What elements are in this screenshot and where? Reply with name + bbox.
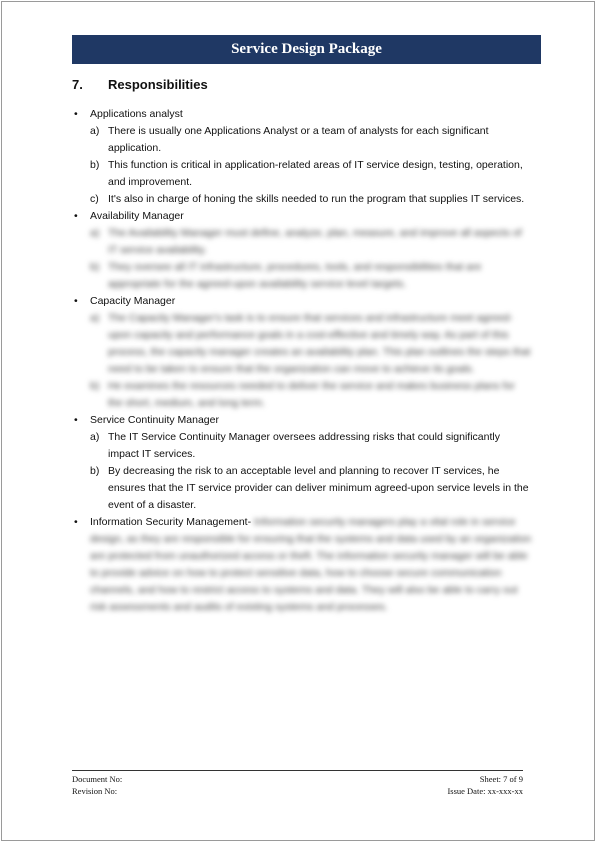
- sub-item-blurred: [72, 225, 532, 259]
- document-title: Service Design Package: [231, 41, 382, 57]
- sub-text: It's also in charge of honing the skills needed to run the program that supplies IT services.: [108, 193, 525, 205]
- sub-marker: a): [90, 227, 100, 239]
- sub-marker: a): [90, 125, 100, 137]
- document-no-label: Document No:: [72, 774, 123, 784]
- header-bar: [72, 35, 541, 64]
- sub-text: There is usually one Applications Analyst or a team of analysts for each significant application.: [108, 125, 489, 154]
- item-title: Applications analyst: [90, 108, 183, 120]
- bullet-icon: •: [74, 516, 78, 528]
- section-heading: [72, 77, 208, 92]
- item-title: Availability Manager: [90, 210, 184, 222]
- bullet-icon: •: [74, 108, 78, 120]
- list-item: [72, 293, 532, 310]
- sub-marker: b): [90, 159, 100, 171]
- item-title: Information Security Management-: [90, 516, 252, 528]
- sub-marker: a): [90, 312, 100, 324]
- sub-marker: b): [90, 465, 100, 477]
- list-item: [72, 412, 532, 429]
- sub-marker: b): [90, 380, 100, 392]
- list-item: [72, 106, 532, 123]
- item-title: Capacity Manager: [90, 295, 176, 307]
- sub-text: The Availability Manager must define, analyze, plan, measure, and improve all aspects of IT service availability.: [108, 227, 522, 256]
- sub-item: [72, 157, 532, 191]
- revision-no-label: Revision No:: [72, 786, 118, 796]
- list-item: [72, 208, 532, 225]
- bullet-icon: •: [74, 414, 78, 426]
- sub-item: [72, 463, 532, 514]
- sub-text: This function is critical in application-related areas of IT service design, testing, operation, and improvement.: [108, 159, 523, 188]
- sub-text: By decreasing the risk to an acceptable level and planning to recover IT services, he ensures that the IT service provider can deliver minimum agreed-upon service levels in the event of a disaster.: [108, 465, 529, 511]
- item-title: Service Continuity Manager: [90, 414, 219, 426]
- footer-divider: [72, 770, 523, 771]
- list-item: [72, 514, 532, 616]
- bullet-icon: •: [74, 210, 78, 222]
- section-number: 7.: [72, 77, 83, 92]
- sub-marker: a): [90, 431, 100, 443]
- sub-item: [72, 191, 532, 208]
- sub-text: He examines the resources needed to deliver the service and makes business plans for the short, medium, and long term.: [108, 380, 515, 409]
- sub-item-blurred: [72, 259, 532, 293]
- sub-marker: b): [90, 261, 100, 273]
- issue-date-label: Issue Date: xx-xxx-xx: [447, 786, 523, 796]
- sub-text: The IT Service Continuity Manager oversees addressing risks that could significantly impact IT services.: [108, 431, 500, 460]
- section-title: Responsibilities: [108, 77, 208, 92]
- sub-item: [72, 123, 532, 157]
- bullet-icon: •: [74, 295, 78, 307]
- item-text-blurred: Information security managers play a vital role in service design, as they are responsible for ensuring that the systems and data used by an organization are protected from unauthorized access or theft. The information security manager will be able to provide advice on how to protect sensitive data, how to choose secure communication channels, and how to restrict access to systems and data. They will also be able to carry out risk assessments and audits of existing systems and processes.: [90, 516, 532, 613]
- sub-item: [72, 429, 532, 463]
- responsibilities-list: [72, 106, 532, 616]
- sub-text: The Capacity Manager's task is to ensure that services and infrastructure meet agreed-upon capacity and performance goals in a cost-effective and timely way. As part of this process, the capacity manager creates an availability plan. This plan outlines the steps that need to be taken to ensure that the organization can move to achieve its goals.: [108, 312, 531, 375]
- sub-item-blurred: [72, 310, 532, 378]
- sub-text: They oversee all IT infrastructure, procedures, tools, and responsibilities that are appropriate for the agreed-upon availability service level targets.: [108, 261, 482, 290]
- sheet-label: Sheet: 7 of 9: [479, 774, 523, 784]
- page-footer: [72, 773, 523, 797]
- sub-marker: c): [90, 193, 99, 205]
- sub-item-blurred: [72, 378, 532, 412]
